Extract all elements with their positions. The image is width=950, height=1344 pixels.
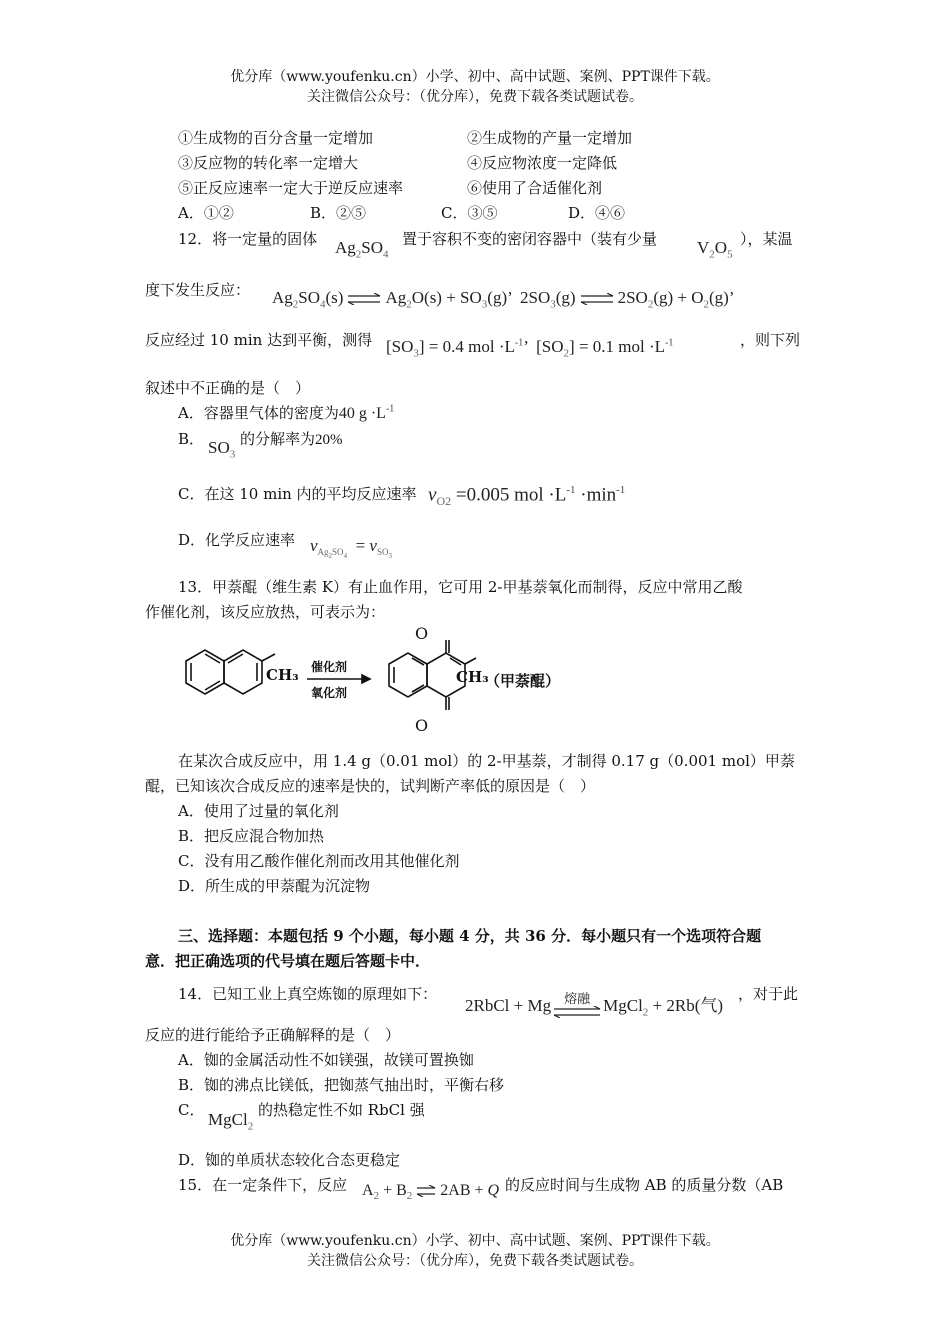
q14-stem-line-1-tail: ，对于此 [738,985,799,1003]
equilibrium-arrow-icon [580,293,614,305]
q13-paragraph-line-1: 在某次合成反应中，用 1.4 g（0.01 mol）的 2-甲基萘，才制得 0.17 g（0.001 mol）甲萘 [178,752,795,770]
q12-formula-ag2so4: $Ag_2SO_4$ [335,238,389,261]
q13-catalyst-label: 催化剂 [311,660,348,674]
q13-oxygen-top: O [415,624,429,643]
q13-oxidant-label: 氧化剂 [311,686,348,700]
q12-stem-part-2: 置于容积不变的密闭容器中（装有少量 [402,230,658,248]
q12-stem-part-1: 12．将一定量的固体 [178,230,318,248]
q14-option-b: B．铷的沸点比镁低，把铷蒸气抽出时，平衡右移 [178,1076,505,1094]
q11-choice-c: C．③⑤ [441,204,498,222]
section-3-heading-line-2: 意．把正确选项的代号填在题后答题卡中． [145,952,431,970]
q14-reaction-equation: 2RbCl + Mg 熔融 MgCl$_2$ + 2Rb(气) [465,991,723,1018]
q11-choice-a: A．①② [178,204,234,222]
q13-oxygen-bottom: O [415,716,429,735]
q11-option-6: ⑥使用了合适催化剂 [467,179,603,197]
equilibrium-arrow-icon [347,293,381,305]
q12-option-c-value: =0.005 mol ·L [455,484,567,506]
q14-stem-line-1: 14．已知工业上真空炼铷的原理如下： [178,985,438,1003]
q12-stem-line-3-tail: ，则下列 [740,331,801,349]
header-line-2: 关注微信公众号：（优分库），免费下载各类试题试卷。 [307,89,643,105]
equilibrium-arrow-icon [416,1185,436,1197]
methylnaphthalene-structure [186,650,275,694]
q11-option-4: ④反应物浓度一定降低 [467,154,618,172]
q12-option-d-formula: $v_{Ag_2SO_4} = v_{SO_3}$ [310,536,392,561]
header-line-1: 优分库（www.youfenku.cn）小学、初中、高中试题、案例、PPT课件下载。 [230,69,720,85]
q12-option-c-formula: $v_{O2} =0.005$ mol $\cdot L^{-1} \cdot\min^{-1}$ [428,484,626,509]
q12-stem-line-2: 度下发生反应： [145,281,251,299]
q13-option-b: B．把反应混合物加热 [178,827,325,845]
q14-stem-line-2: 反应的进行能给予正确解释的是（ ） [145,1026,401,1044]
q11-option-1: ①生成物的百分含量一定增加 [178,129,374,147]
footer-line-1: 优分库（www.youfenku.cn）小学、初中、高中试题、案例、PPT课件下载。 [230,1233,720,1249]
q12-option-b-tail: 的分解率为 [240,430,316,448]
q14-option-c-label: C． [178,1101,205,1119]
q12-stem-part-3: ），某温 [740,230,793,248]
q13-ch3-right: CH₃ [456,668,489,686]
q14-option-a: A．铷的金属活动性不如镁强，故镁可置换铷 [178,1051,474,1069]
q14-option-c-text: 的热稳定性不如 RbCl 强 [258,1101,425,1119]
q11-choice-b: B．②⑤ [310,204,367,222]
q13-product-name: （甲萘醌） [485,672,561,690]
q14-option-c-formula: MgCl$_2$ [208,1110,254,1133]
q12-option-b-text [240,428,343,449]
section-3-heading-line-1: 三、选择题：本题包括 9 个小题，每小题 4 分，共 36 分．每小题只有一个选项符合题 [178,927,762,945]
q13-option-a: A．使用了过量的氧化剂 [178,802,339,820]
q11-option-2: ②生成物的产量一定增加 [467,129,633,147]
q12-option-d-text: D．化学反应速率 [178,531,296,549]
q12-option-b-value: 20% [315,432,343,448]
q12-option-a: A．容器里气体的密度为40 $g \cdot L^{-1}$ [178,403,395,422]
q12-option-b-formula: $SO_3$ [208,438,236,461]
q12-stem-line-4: 叙述中不正确的是（ ） [145,379,311,397]
reaction-arrow-icon [307,675,370,683]
q12-option-b-label: B． [178,430,205,448]
q14-fusion-label: 熔融 [564,991,591,1007]
q13-option-d: D．所生成的甲萘醌为沉淀物 [178,877,371,895]
q15-stem-part-2: 的反应时间与生成物 AB 的质量分数（AB [505,1176,784,1194]
q14-option-d: D．铷的单质状态较化合态更稳定 [178,1151,401,1169]
q15-reaction-formula: $A_2 + B_2$ 2AB + Q [362,1182,500,1203]
q12-option-c-unit: ·min [580,484,617,506]
footer-line-2: 关注微信公众号：（优分库），免费下载各类试题试卷。 [307,1253,643,1269]
q12-stem-line-3: 反应经过 10 min 达到平衡，测得 [145,331,373,349]
q13-paragraph-line-2: 醌，已知该次合成反应的速率是快的，试判断产率低的原因是（ ） [145,777,596,795]
q13-stem-line-2: 作催化剂，该反应放热，可表示为： [145,603,386,621]
q15-stem-part-1: 15．在一定条件下，反应 [178,1176,348,1194]
q12-equilibrium-concentrations: $[SO_3] = 0.4$ mol $\cdot L^{-1}$’ $[SO_2] = 0.1$ mol $\cdot L^{-1}$ [386,337,674,360]
q11-option-5: ⑤正反应速率一定大于逆反应速率 [178,179,404,197]
q13-stem-line-1: 13．甲萘醌（维生素 K）有止血作用，它可用 2-甲基萘氧化而制得，反应中常用乙酸 [178,578,743,596]
q13-reaction-scheme [180,624,580,738]
q12-option-c-text: C．在这 10 min 内的平均反应速率 [178,485,417,503]
q13-ch3-left: CH₃ [266,666,299,684]
q12-formula-v2o5: $V_2O_5$ [697,238,733,261]
q12-reaction-equations: $Ag_2SO_4(s)$ $Ag_2O(s) + SO_3(g)$’ $2SO_3(g)$ $2SO_2(g) + O_2(g)$’ [272,288,735,311]
q13-option-c: C．没有用乙酸作催化剂而改用其他催化剂 [178,852,460,870]
q11-option-3: ③反应物的转化率一定增大 [178,154,359,172]
q11-choice-d: D．④⑥ [568,204,626,222]
fusion-arrow [553,991,601,1018]
q12-option-a-value: 40 g ·L [338,405,386,422]
q12-option-a-text: A．容器里气体的密度为 [178,404,339,422]
